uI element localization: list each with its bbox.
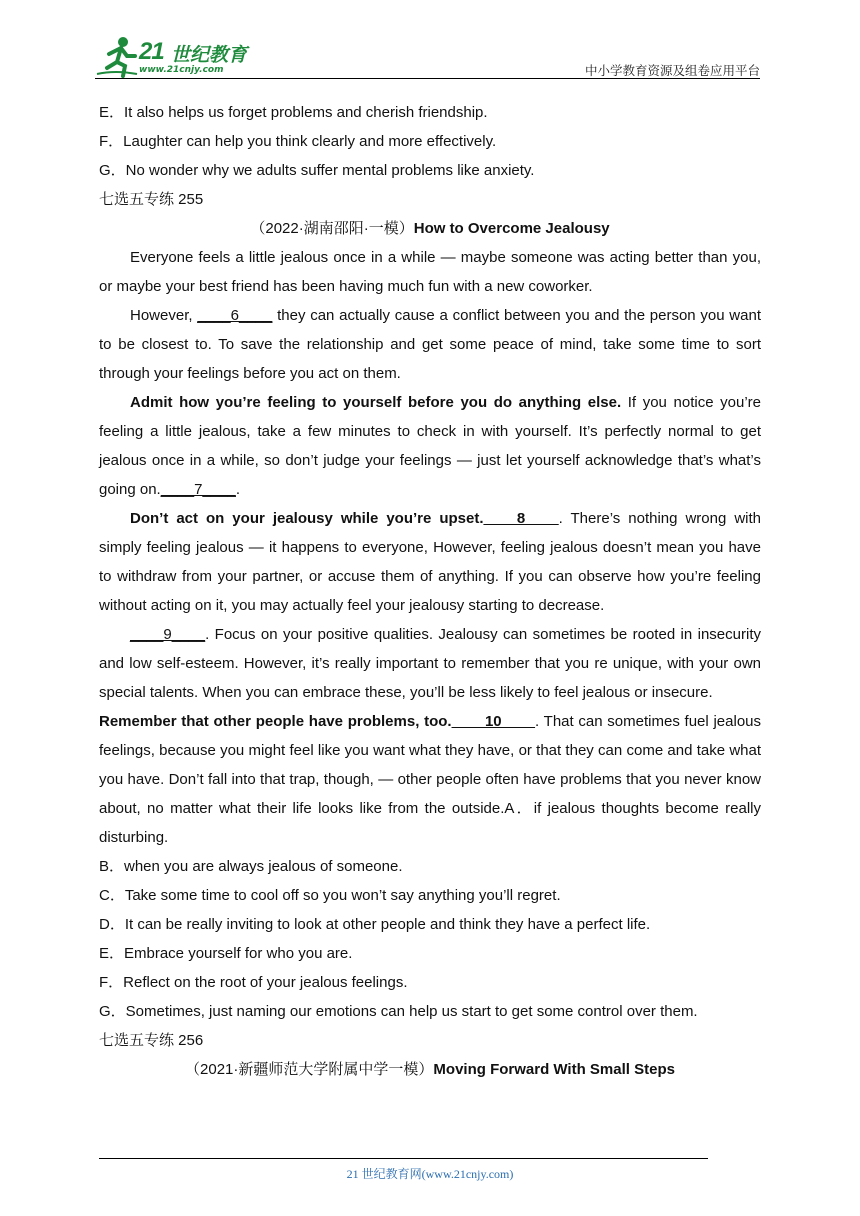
- document-body: [99, 98, 761, 1084]
- topic-sentence: Admit how you’re feeling to yourself before you do anything else.: [130, 394, 622, 411]
- option-line: F．Reflect on the root of your jealous feelings.: [99, 974, 408, 991]
- option-line: F．Laughter can help you think clearly and more effectively.: [99, 133, 497, 150]
- page-header: [95, 34, 760, 80]
- section-heading: [99, 1055, 761, 1084]
- paragraph: [99, 504, 761, 620]
- paragraph: [99, 301, 761, 388]
- option-line: G．No wonder why we adults suffer mental problems like anxiety.: [99, 162, 535, 179]
- paragraph: [99, 388, 761, 504]
- text-run: . There’s nothing wrong with simply feeling jealous — it happens to everyone, However, feeling jealous doesn’t mean you have to withdraw from your partner, or accuse them of anything. If you can observe how you’re feeling without acting on it, you may actually feel your jealousy starting to decrease.: [99, 510, 761, 614]
- paragraph: Everyone feels a little jealous once in a while — maybe someone was acting better than you, or maybe your best friend has been having much fun with a new coworker.: [99, 249, 761, 295]
- text-run: they can actually cause a conflict between you and the person you want to be closest to. To save the relationship and get some peace of mind, take some time to sort through your feelings before you act on them.: [99, 307, 761, 382]
- section-heading: [99, 214, 761, 243]
- article-title: Moving Forward With Small Steps: [433, 1061, 675, 1078]
- logo-text: 世纪教育: [171, 44, 248, 66]
- logo: [95, 34, 265, 78]
- paragraph: [99, 620, 761, 707]
- section-label: 七选五专练 256: [99, 1032, 204, 1049]
- topic-sentence: Don’t act on your jealousy while you’re upset.: [130, 510, 484, 527]
- option-line: E．Embrace yourself for who you are.: [99, 945, 353, 962]
- footer-divider: [99, 1158, 708, 1159]
- section-label: 七选五专练 255: [99, 191, 204, 208]
- logo-number: 21: [139, 38, 164, 65]
- topic-sentence: Remember that other people have problems, too.: [99, 713, 452, 730]
- text-run: If you notice you’re feeling a little jealous, take a few minutes to check in with yourself. It’s perfectly normal to get jealous once in a while, so don’t judge your feelings — just let yourself acknowledge that’s what’s going on.: [99, 394, 761, 498]
- runner-logo-icon: [95, 34, 139, 78]
- option-line: D．It can be really inviting to look at other people and think they have a perfect life.: [99, 916, 651, 933]
- answer-blank-9: ____9____: [130, 626, 206, 643]
- option-line: G．Sometimes, just naming our emotions can help us start to get some control over them.: [99, 1003, 698, 1020]
- answer-blank-8: ____8____: [483, 510, 559, 527]
- header-divider: [95, 78, 760, 79]
- text-run: . Focus on your positive qualities. Jealousy can sometimes be rooted in insecurity and low self-esteem. However, it’s really important to remember that you re unique, with your own special talents. When you can embrace these, you’ll be less likely to feel jealous or insecure.: [99, 626, 761, 701]
- article-title: How to Overcome Jealousy: [413, 220, 610, 237]
- platform-tagline: 中小学教育资源及组卷应用平台: [584, 63, 760, 78]
- option-line: E．It also helps us forget problems and cherish friendship.: [99, 104, 488, 121]
- option-line: C．Take some time to cool off so you won’t say anything you’ll regret.: [99, 887, 561, 904]
- option-line: B．when you are always jealous of someone.: [99, 858, 403, 875]
- text-run: . That can sometimes fuel jealous feelings, because you might feel like you want what they have, or that they can come and take what you have. Don’t fall into that trap, though, — other people often have problems that you never know about, no matter what their life looks like from the outside.A．if jealous thoughts become really disturbing.: [99, 713, 761, 846]
- answer-blank-6: ____6____: [197, 307, 273, 324]
- answer-blank-10: ____10____: [451, 713, 536, 730]
- answer-blank-7: ____7____: [160, 481, 236, 498]
- paragraph: [99, 707, 761, 852]
- text-run: However,: [130, 307, 198, 324]
- text-run: .: [235, 481, 240, 498]
- source-note: （2021·新疆师范大学附属中学一模）: [185, 1061, 434, 1078]
- source-note: （2022·湖南邵阳·一模）: [250, 220, 414, 237]
- page-footer: 21 世纪教育网(www.21cnjy.com): [346, 1167, 514, 1181]
- logo-url: www.21cnjy.com: [139, 65, 224, 75]
